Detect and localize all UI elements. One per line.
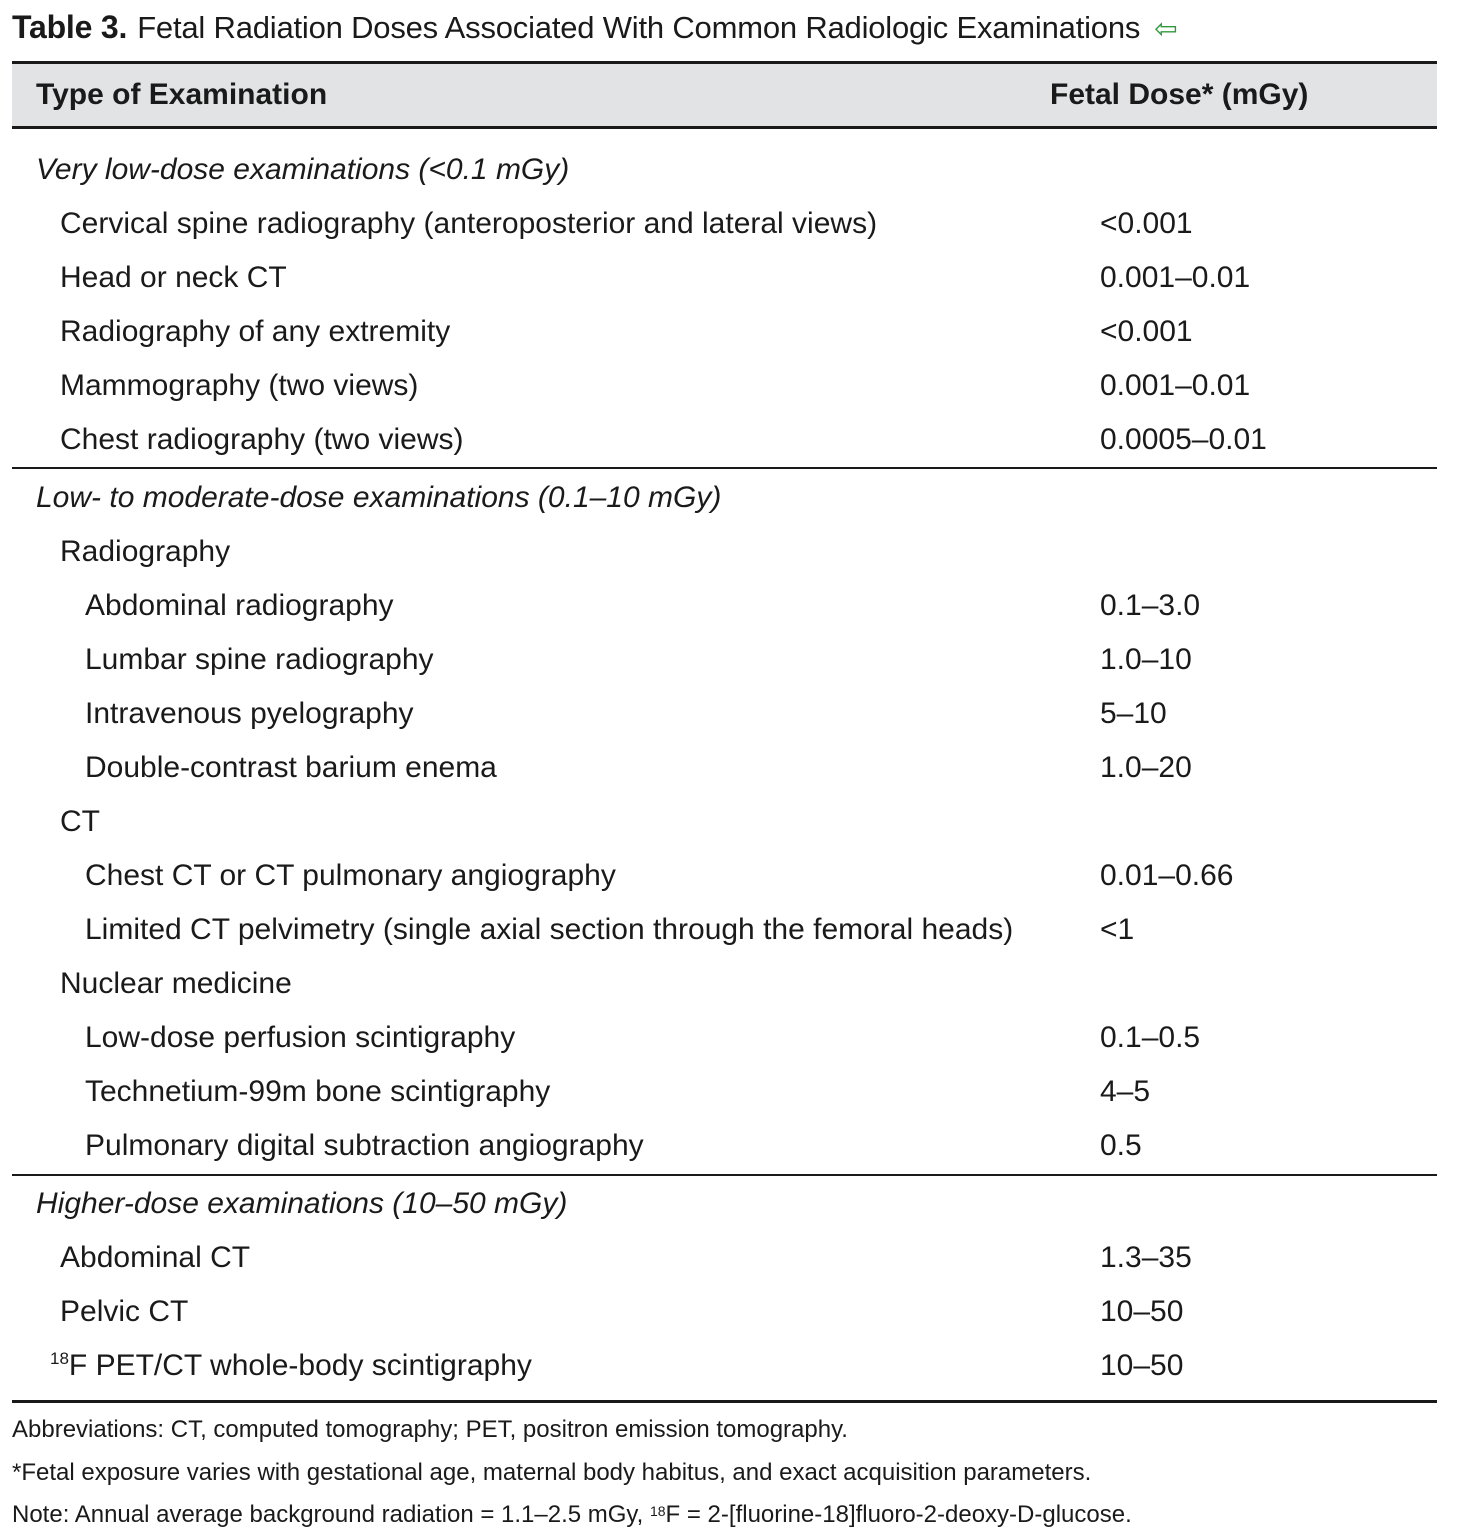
table-row [0, 1119, 1464, 1173]
dose-cell: <0.001 [1100, 315, 1193, 348]
exam-cell: Intravenous pyelography [85, 697, 414, 730]
dose-cell: 10–50 [1100, 1295, 1184, 1328]
table-row [0, 197, 1464, 251]
dose-cell: 1.0–20 [1100, 751, 1192, 784]
table-row [0, 1231, 1464, 1285]
dose-cell: 1.3–35 [1100, 1241, 1192, 1274]
table-row [0, 1065, 1464, 1119]
subgroup-heading: Nuclear medicine [60, 967, 292, 1000]
exam-cell: Low-dose perfusion scintigraphy [85, 1021, 516, 1054]
dose-cell: <1 [1100, 913, 1135, 946]
exam-cell: $^{18}$F PET/CT whole-body scintigraphy [50, 1349, 532, 1382]
dose-cell: 10–50 [1100, 1349, 1184, 1382]
footnote-asterisk: *Fetal exposure varies with gestational age, maternal body habitus, and exact acquisition parameters. [12, 1459, 1092, 1486]
section-heading: Higher-dose examinations (10–50 mGy) [36, 1187, 568, 1220]
footnote-abbreviations: Abbreviations: CT, computed tomography; PET, positron emission tomography. [12, 1416, 848, 1443]
table-title [12, 6, 1177, 48]
exam-cell: Lumbar spine radiography [85, 643, 434, 676]
dose-cell: 5–10 [1100, 697, 1167, 730]
dose-cell: 0.1–3.0 [1100, 589, 1201, 622]
section-heading: Very low-dose examinations (<0.1 mGy) [36, 153, 570, 186]
dose-cell: 0.001–0.01 [1100, 369, 1251, 402]
section-divider [12, 1174, 1437, 1176]
table-label: Table 3. [12, 9, 128, 45]
table-row [0, 413, 1464, 467]
section-heading: Low- to moderate-dose examinations (0.1–10 mGy) [36, 481, 722, 514]
subgroup-heading: Radiography [60, 535, 231, 568]
header-rule [12, 126, 1437, 129]
exam-cell: Pelvic CT [60, 1295, 189, 1328]
footnote-note: Note: Annual average background radiation = 1.1–2.5 mGy, $^{18}$F = 2-[fluorine-18]fluoro-2-deoxy-D-glucose. [12, 1501, 1132, 1528]
column-header-exam: Type of Examination [36, 78, 328, 111]
dose-cell: 0.5 [1100, 1129, 1142, 1162]
exam-cell: Radiography of any extremity [60, 315, 451, 348]
table-row [0, 1011, 1464, 1065]
dose-cell: 0.0005–0.01 [1100, 423, 1267, 456]
dose-cell: <0.001 [1100, 207, 1193, 240]
isotope-superscript: 18 [50, 1349, 69, 1368]
exam-cell: Chest CT or CT pulmonary angiography [85, 859, 616, 892]
exam-cell: Chest radiography (two views) [60, 423, 464, 456]
exam-cell: Abdominal radiography [85, 589, 394, 622]
table-row [0, 1285, 1464, 1339]
exam-cell: Mammography (two views) [60, 369, 419, 402]
table-row [0, 579, 1464, 633]
subgroup-heading: CT [60, 805, 100, 838]
bottom-rule [12, 1400, 1437, 1403]
table-row [0, 849, 1464, 903]
dose-cell: 0.1–0.5 [1100, 1021, 1201, 1054]
exam-cell: Head or neck CT [60, 261, 287, 294]
dose-cell: 0.001–0.01 [1100, 261, 1251, 294]
exam-cell: Cervical spine radiography (anteroposterior and lateral views) [60, 207, 878, 240]
exam-cell: Technetium-99m bone scintigraphy [85, 1075, 551, 1108]
table-row [0, 903, 1464, 957]
exam-cell: Pulmonary digital subtraction angiography [85, 1129, 644, 1162]
table-row [0, 305, 1464, 359]
table-row [0, 687, 1464, 741]
exam-cell: Limited CT pelvimetry (single axial section through the femoral heads) [85, 913, 1014, 946]
table-row [0, 1339, 1464, 1393]
table-row [0, 741, 1464, 795]
table-row [0, 359, 1464, 413]
exam-cell: Double-contrast barium enema [85, 751, 497, 784]
table-row [0, 633, 1464, 687]
column-header-dose: Fetal Dose* (mGy) [1050, 78, 1309, 111]
table-row [0, 251, 1464, 305]
dose-cell: 4–5 [1100, 1075, 1151, 1108]
table-title-text: Fetal Radiation Doses Associated With Common Radiologic Examinations [137, 10, 1141, 45]
back-arrow-icon[interactable]: ⇦ [1154, 13, 1178, 44]
dose-cell: 1.0–10 [1100, 643, 1192, 676]
section-divider [12, 467, 1437, 469]
exam-cell: Abdominal CT [60, 1241, 251, 1274]
dose-cell: 0.01–0.66 [1100, 859, 1234, 892]
